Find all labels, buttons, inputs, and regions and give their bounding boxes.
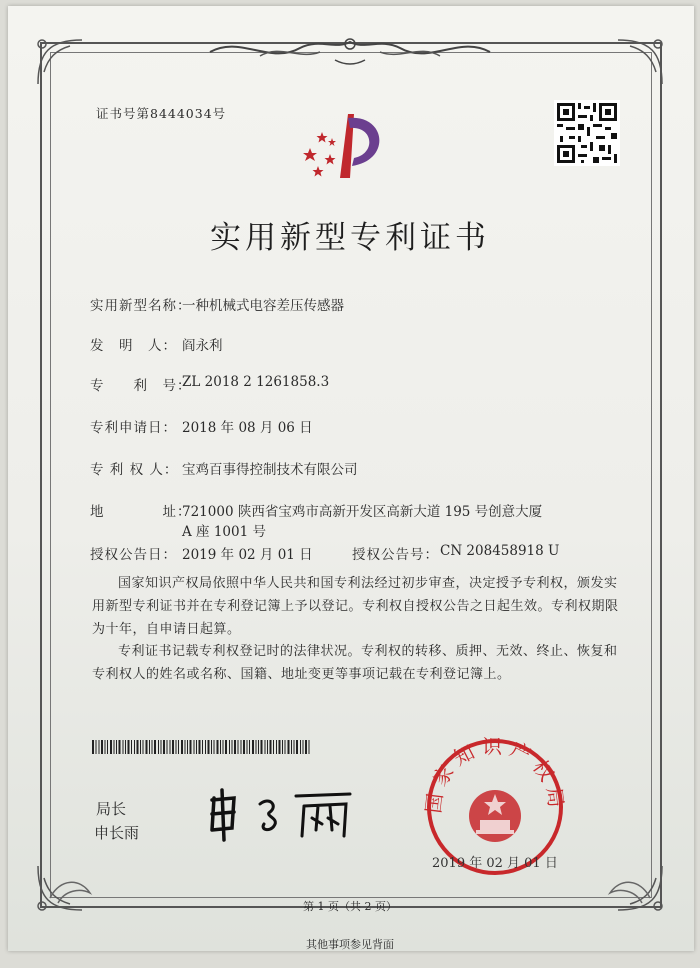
filing-date-label: 专利申请日：: [90, 420, 177, 436]
statement-paragraph-2: 专利证书记载专利权登记时的法律状况。专利权的转移、质押、无效、终止、恢复和专利权人的姓名或名称、国籍、地址变更等事项记载在专利登记簿上。: [92, 644, 618, 682]
address-label: 地 址：: [90, 504, 192, 520]
utility-model-name-label: 实用新型名称：: [90, 298, 192, 314]
barcode: [92, 740, 312, 754]
corner-ornament-top-right: [610, 32, 670, 92]
back-note: 其他事项参见背面: [306, 938, 394, 951]
page-number: 第 1 页（共 2 页）: [303, 900, 397, 913]
director-name: 申长雨: [94, 824, 140, 842]
grant-number-label: 授权公告号：: [352, 547, 439, 563]
address-line-1: 721000 陕西省宝鸡市高新开发区高新大道 195 号创意大厦: [182, 504, 543, 520]
statement-paragraph-1: 国家知识产权局依照中华人民共和国专利法经过初步审查，决定授予专利权，颁发实用新型专利证书并在专利登记簿上予以登记。专利权自授权公告之日起生效。专利权期限为十年，自申请日起算。: [92, 576, 619, 637]
certificate-number: 证书号第8444034号: [96, 106, 227, 121]
patentee-value: 宝鸡百事得控制技术有限公司: [182, 462, 358, 478]
patentee-label: 专 利 权 人：: [90, 462, 179, 478]
address-line-2: A 座 1001 号: [182, 524, 266, 540]
grant-date-value: 2019 年 02 月 01 日: [182, 547, 313, 563]
seal-date: 2019 年 02 月 01 日: [432, 856, 558, 871]
inventor-value: 阎永利: [182, 338, 223, 354]
director-title: 局长: [96, 800, 127, 818]
qr-code: [554, 100, 620, 166]
svg-text:国家知识产权局: 国家知识产权局: [420, 734, 570, 815]
patent-number-label: 专 利 号：: [90, 378, 192, 394]
certificate-title: 实用新型专利证书: [210, 220, 490, 256]
patent-number-value: ZL 2018 2 1261858.3: [182, 374, 330, 390]
inventor-label: 发 明 人：: [90, 338, 177, 354]
utility-model-name-value: 一种机械式电容差压传感器: [182, 298, 344, 314]
corner-ornament-top-left: [30, 32, 90, 92]
handwritten-signature: [200, 786, 370, 842]
grant-date-label: 授权公告日：: [90, 547, 177, 563]
filing-date-value: 2018 年 08 月 06 日: [182, 420, 313, 436]
grant-number-value: CN 208458918 U: [440, 543, 560, 559]
top-ornament: [200, 30, 500, 70]
patent-office-logo: [296, 108, 396, 192]
